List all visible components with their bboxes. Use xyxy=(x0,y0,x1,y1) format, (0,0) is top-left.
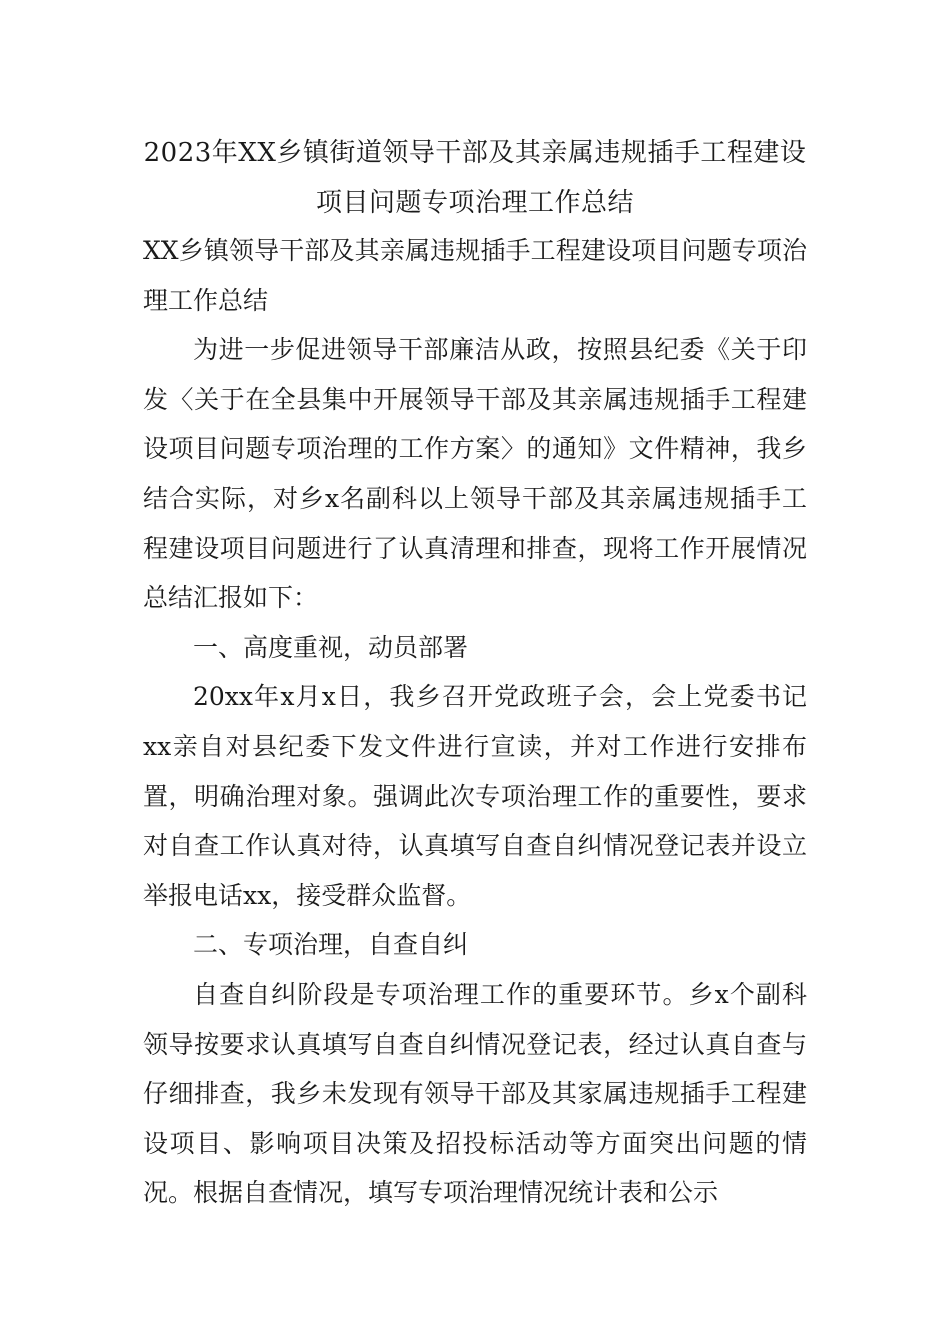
section-heading-2: 二、专项治理，自查自纠 xyxy=(193,930,469,960)
document-body xyxy=(143,226,807,1218)
section-heading-1: 一、高度重视，动员部署 xyxy=(193,632,469,662)
document-title: 2023年XX乡镇街道领导干部及其亲属违规插手工程建设项目问题专项治理工作总结 xyxy=(143,138,807,218)
document-subtitle: XX乡镇领导干部及其亲属违规插手工程建设项目问题专项治理工作总结 xyxy=(143,236,807,315)
paragraph-section-1: 20xx年x月x日，我乡召开党政班子会，会上党委书记xx亲自对县纪委下发文件进行宣读，并对工作进行安排布置，明确治理对象。强调此次专项治理工作的重要性，要求对自查工作认真对待，认真填写自查自纠情况登记表并设立举报电话xx，接受群众监督。 xyxy=(143,682,807,910)
paragraph-intro: 为进一步促进领导干部廉洁从政，按照县纪委《关于印发〈关于在全县集中开展领导干部及其亲属违规插手工程建设项目问题专项治理的工作方案〉的通知》文件精神，我乡结合实际，对乡x名副科以上领导干部及其亲属违规插手工程建设项目问题进行了认真清理和排查，现将工作开展情况总结汇报如下： xyxy=(143,335,807,613)
paragraph-section-2: 自查自纠阶段是专项治理工作的重要环节。乡x个副科领导按要求认真填写自查自纠情况登记表，经过认真自查与仔细排查，我乡未发现有领导干部及其家属违规插手工程建设项目、影响项目决策及招投标活动等方面突出问题的情况。根据自查情况，填写专项治理情况统计表和公示 xyxy=(143,979,807,1208)
